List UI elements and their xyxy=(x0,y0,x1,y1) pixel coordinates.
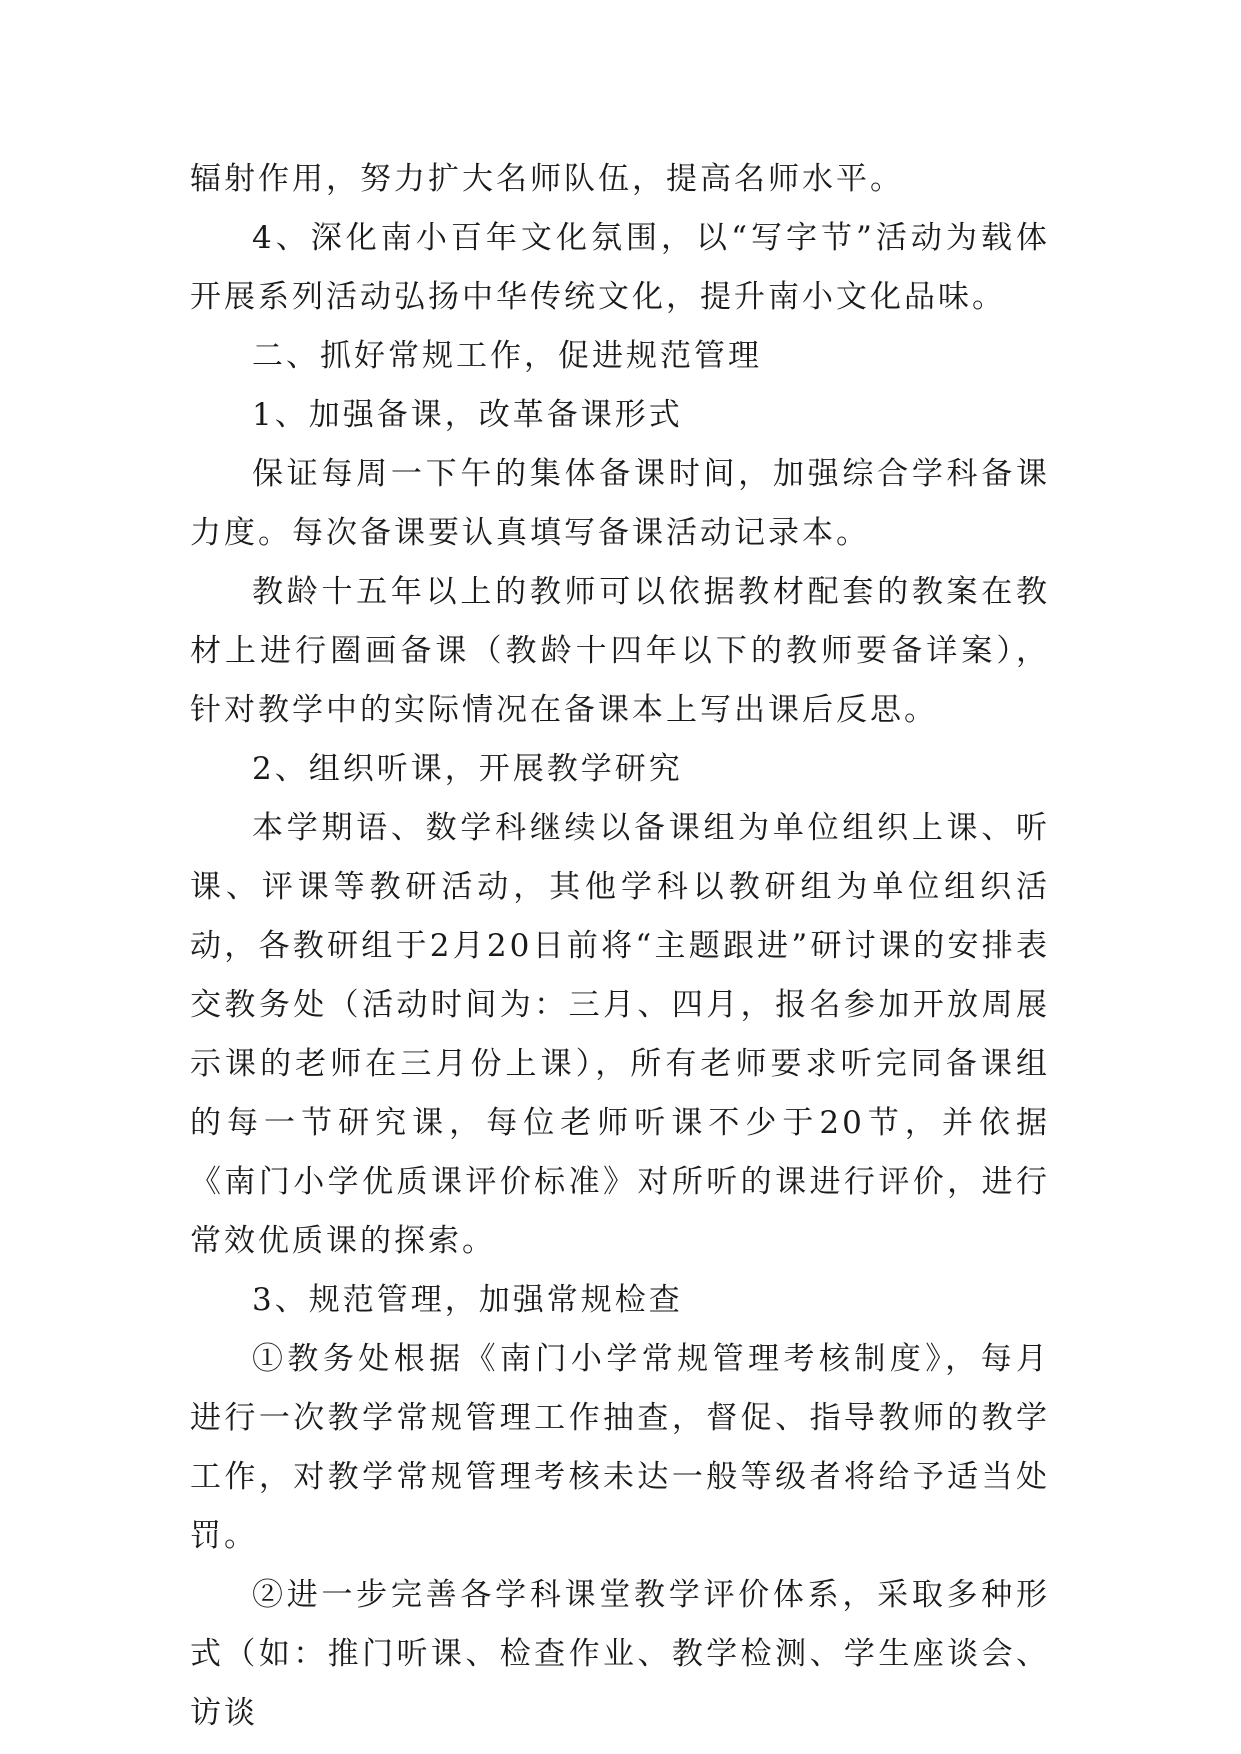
document-paragraph: 辐射作用，努力扩大名师队伍，提高名师水平。 xyxy=(190,161,904,197)
document-paragraph: 4、深化南小百年文化氛围，以“写字节”活动为载体开展系列活动弘扬中华传统文化，提升南小文化品味。 xyxy=(190,220,1050,315)
document-paragraph: 保证每周一下午的集体备课时间，加强综合学科备课力度。每次备课要认真填写备课活动记录本。 xyxy=(190,456,1050,551)
document-paragraph: 2、组织听课，开展教学研究 xyxy=(252,751,683,787)
document-paragraph: 3、规范管理，加强常规检查 xyxy=(252,1282,683,1318)
document-paragraph: 本学期语、数学科继续以备课组为单位组织上课、听课、评课等教研活动，其他学科以教研组为单位组织活动，各教研组于2月20日前将“主题跟进”研讨课的安排表交教务处（活动时间为：三月、四月，报名参加开放周展示课的老师在三月份上课），所有老师要求听完同备课组的每一节研究课，每位老师听课不少于20节，并依据《南门小学优质课评价标准》对所听的课进行评价，进行常效优质课的探索。 xyxy=(190,810,1050,1259)
document-paragraph: 二、抓好常规工作，促进规范管理 xyxy=(252,338,762,374)
document-paragraph: ②进一步完善各学科课堂教学评价体系，采取多种形式（如：推门听课、检查作业、教学检测、学生座谈会、访谈 xyxy=(190,1577,1050,1731)
document-paragraph: 教龄十五年以上的教师可以依据教材配套的教案在教材上进行圈画备课（教龄十四年以下的教师要备详案），针对教学中的实际情况在备课本上写出课后反思。 xyxy=(190,574,1050,728)
document-paragraph: ①教务处根据《南门小学常规管理考核制度》，每月进行一次教学常规管理工作抽查，督促、指导教师的教学工作，对教学常规管理考核未达一般等级者将给予适当处罚。 xyxy=(190,1341,1050,1554)
document-body xyxy=(190,150,1050,1743)
document-paragraph: 1、加强备课，改革备课形式 xyxy=(252,397,683,433)
